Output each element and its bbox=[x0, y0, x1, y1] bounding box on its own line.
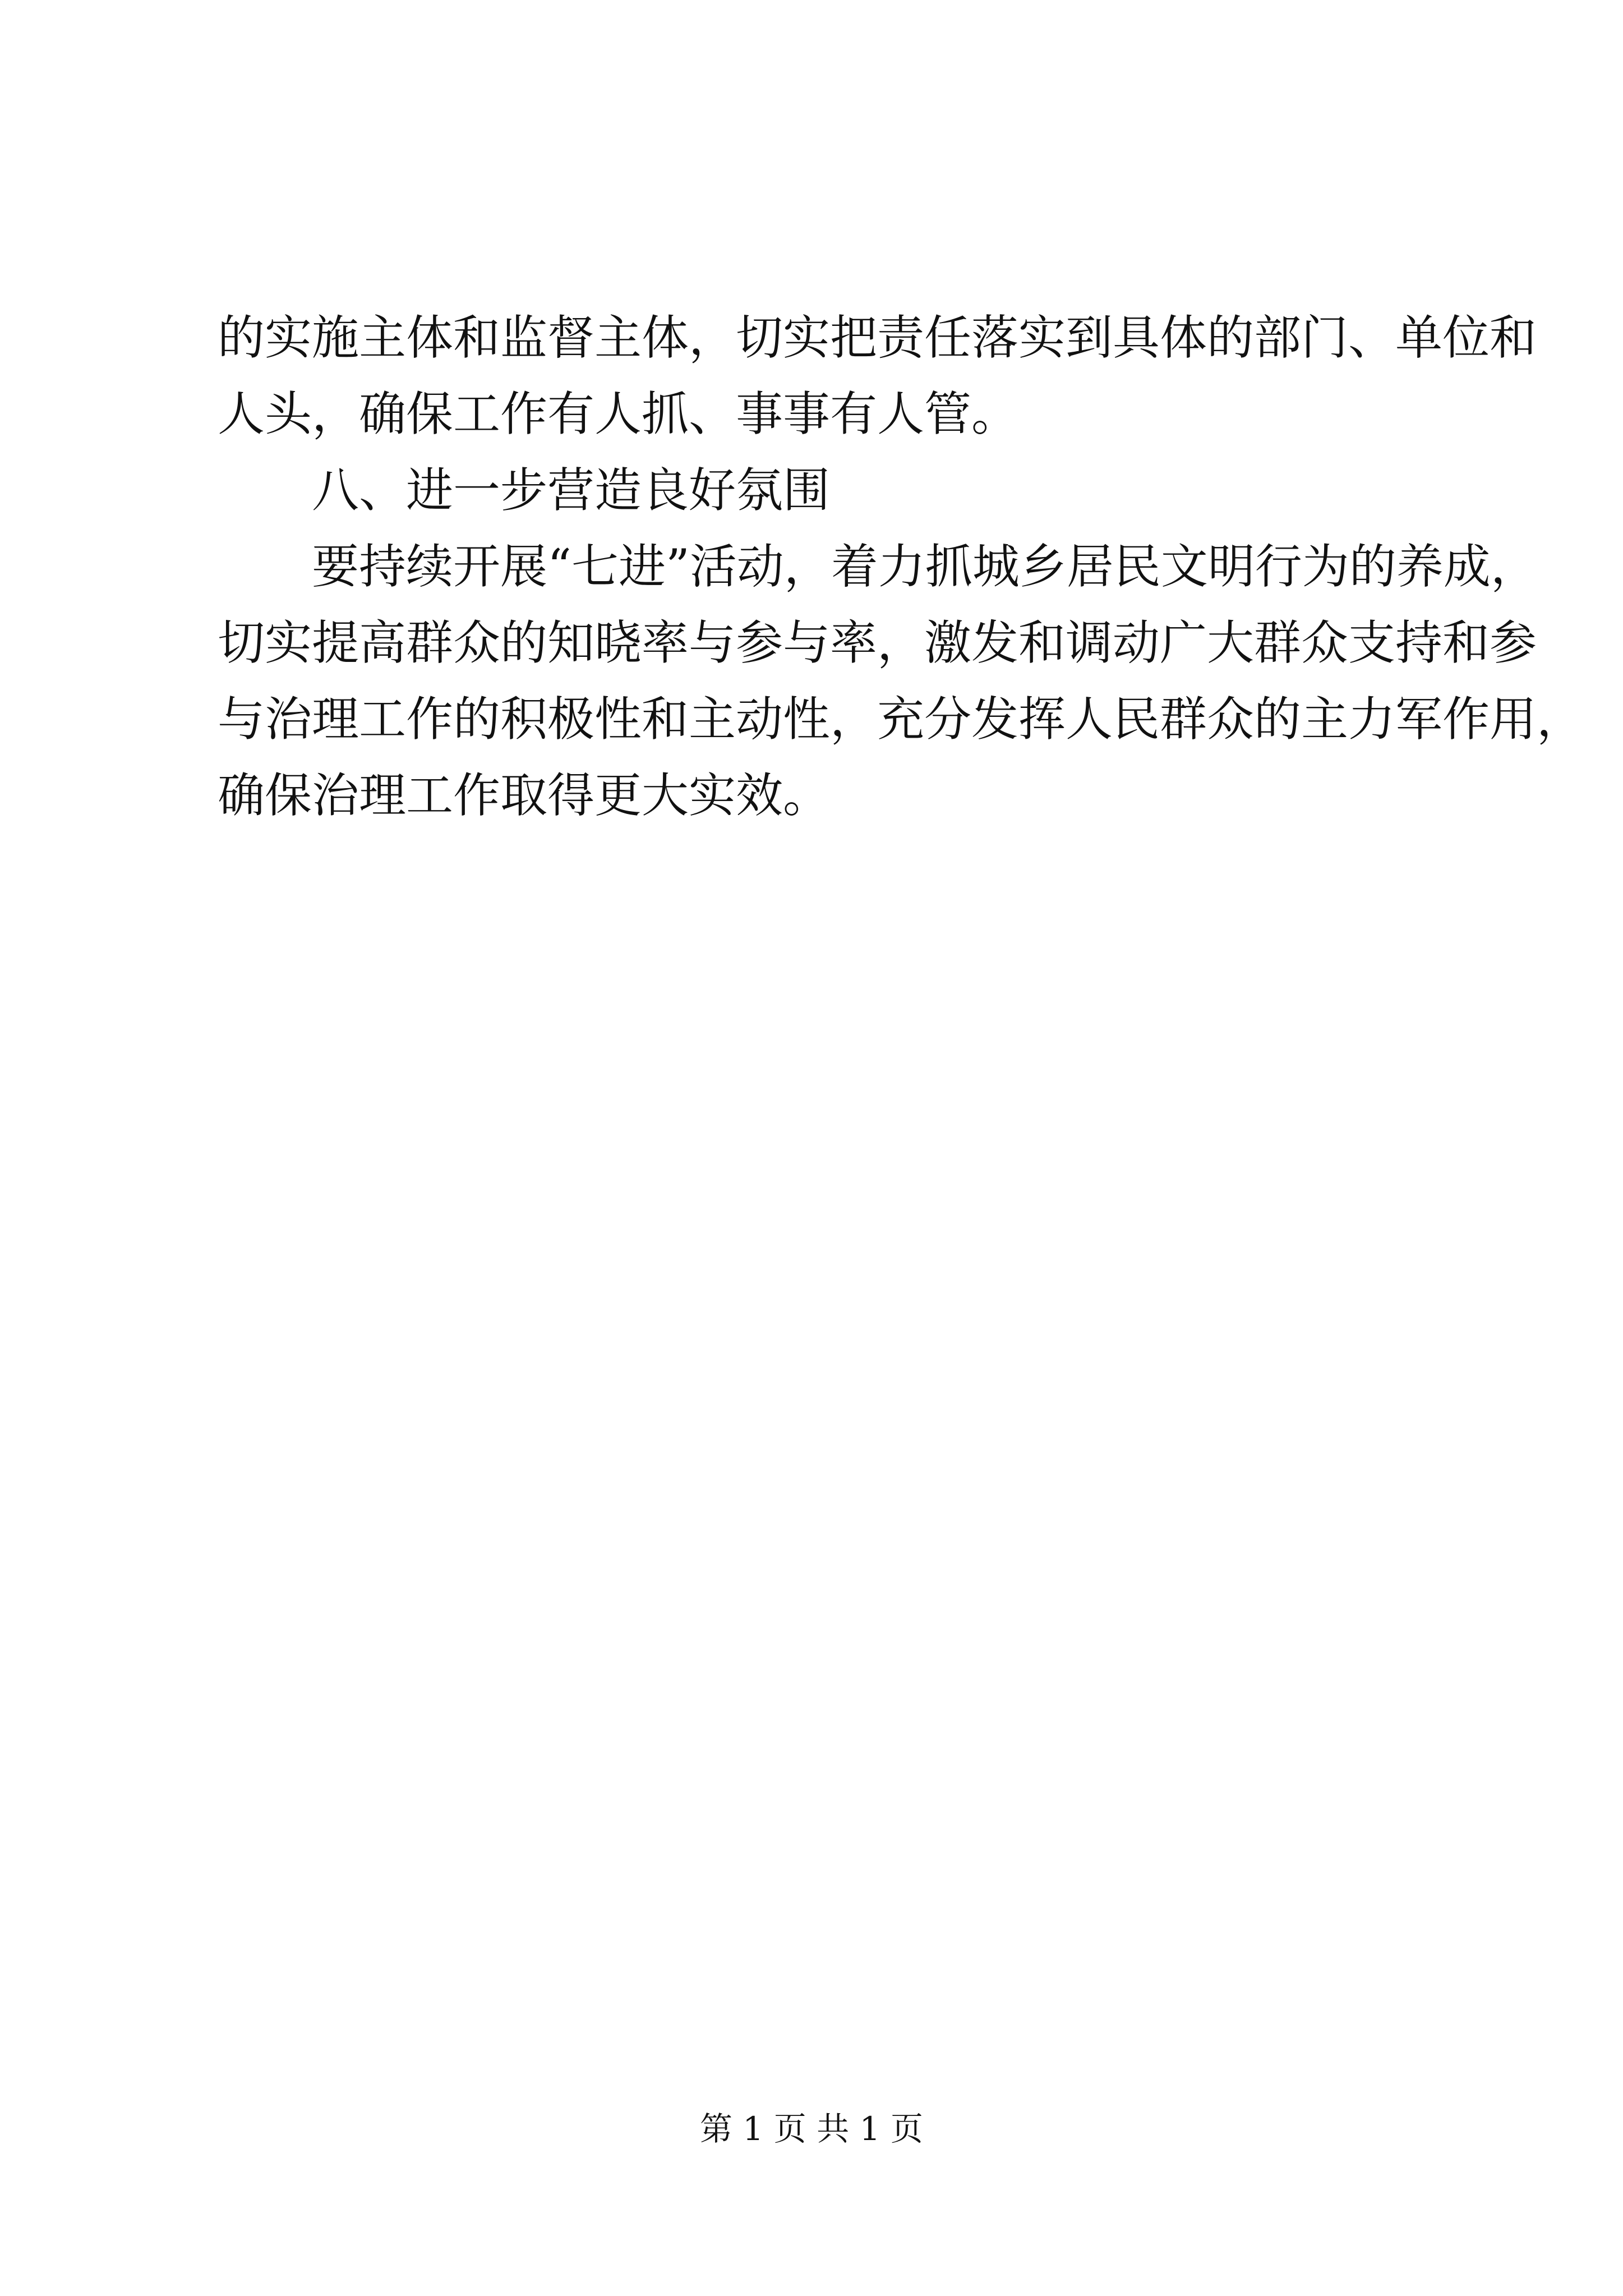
paragraph-line: 切实提高群众的知晓率与参与率，激发和调动广大群众支持和参 bbox=[218, 615, 1537, 670]
paragraph-line: 人头，确保工作有人抓、事事有人管。 bbox=[218, 386, 1019, 441]
paragraph-line: 要持续开展“七进”活动，着力抓城乡居民文明行为的养成， bbox=[312, 539, 1538, 594]
page-number-footer: 第 1 页 共 1 页 bbox=[700, 2110, 923, 2148]
paragraph-line: 的实施主体和监督主体，切实把责任落实到具体的部门、单位和 bbox=[218, 310, 1537, 365]
paragraph-line: 与治理工作的积极性和主动性，充分发挥人民群众的主力军作用， bbox=[218, 692, 1584, 747]
document-body bbox=[218, 300, 1584, 834]
section-heading: 八、进一步营造良好氛围 bbox=[312, 463, 831, 518]
paragraph-line: 确保治理工作取得更大实效。 bbox=[218, 768, 831, 823]
